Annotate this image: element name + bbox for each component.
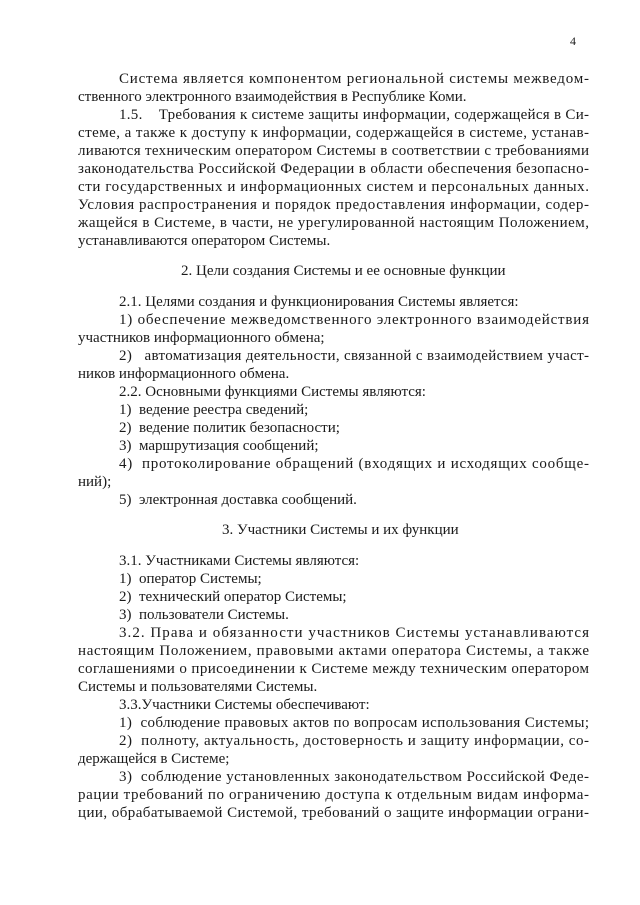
text-line: Системы и пользователями Системы.: [78, 679, 318, 695]
text-line: соглашениями о присоединении к Системе между техническим оператором: [78, 661, 590, 677]
text-line: 3) пользователи Системы.: [119, 607, 289, 623]
text-line: 2) полноту, актуальность, достоверность и защиту информации, со-: [119, 733, 590, 749]
text-line: 3.3.Участники Системы обеспечивают:: [119, 697, 370, 713]
text-line: 2) ведение политик безопасности;: [119, 420, 340, 436]
text-line: ственного электронного взаимодействия в Республике Коми.: [78, 89, 467, 105]
text-line: 1) обеспечение межведомственного электронного взаимодействия: [119, 312, 590, 328]
text-line: 1) ведение реестра сведений;: [119, 402, 309, 418]
text-line: 4) протоколирование обращений (входящих и исходящих сообще-: [119, 456, 590, 472]
text-line: ливаются техническим оператором Системы в соответствии с требованиями: [78, 143, 590, 159]
text-line: 1) оператор Системы;: [119, 571, 262, 587]
text-line: устанавливаются оператором Системы.: [78, 233, 331, 249]
text-line: 2.2. Основными функциями Системы являются:: [119, 384, 426, 400]
text-line: 3.1. Участниками Системы являются:: [119, 553, 360, 569]
text-line: сти государственных и информационных систем и персональных данных.: [78, 179, 590, 195]
text-line: рации требований по ограничению доступа к отдельным видам информа-: [78, 787, 590, 803]
text-line: ников информационного обмена.: [78, 366, 290, 382]
text-line: 1.5. Требования к системе защиты информации, содержащейся в Си-: [119, 107, 590, 123]
text-line: 2.1. Целями создания и функционирования Системы является:: [119, 294, 519, 310]
text-line: 3) маршрутизация сообщений;: [119, 438, 319, 454]
section-heading-2: 2. Цели создания Системы и ее основные функции: [181, 263, 506, 279]
text-line: 1) соблюдение правовых актов по вопросам использования Системы;: [119, 715, 590, 731]
text-line: настоящим Положением, правовыми актами оператора Системы, а также: [78, 643, 590, 659]
text-line: Условия распространения и порядок предоставления информации, содер-: [78, 197, 590, 213]
text-line: 3.2. Права и обязанности участников Системы устанавливаются: [119, 625, 591, 641]
text-line: ции, обрабатываемой Системой, требований о защите информации ограни-: [78, 805, 590, 821]
text-line: 3) соблюдение установленных законодательством Российской Феде-: [119, 769, 590, 785]
page-number: 4: [570, 34, 576, 48]
text-line: 2) технический оператор Системы;: [119, 589, 347, 605]
text-line: участников информационного обмена;: [78, 330, 325, 346]
text-line: 2) автоматизация деятельности, связанной с взаимодействием участ-: [119, 348, 590, 364]
text-line: жащейся в Системе, в части, не урегулированной настоящим Положением,: [78, 215, 590, 231]
text-line: законодательства Российской Федерации в области обеспечения безопасно-: [78, 161, 590, 177]
text-line: стеме, а также к доступу к информации, содержащейся в системе, устанав-: [78, 125, 590, 141]
text-line: держащейся в Системе;: [78, 751, 230, 767]
section-heading-3: 3. Участники Системы и их функции: [222, 522, 459, 538]
text-line: 5) электронная доставка сообщений.: [119, 492, 357, 508]
text-line: Система является компонентом региональной системы межведом-: [119, 71, 590, 87]
text-line: ний);: [78, 474, 112, 490]
